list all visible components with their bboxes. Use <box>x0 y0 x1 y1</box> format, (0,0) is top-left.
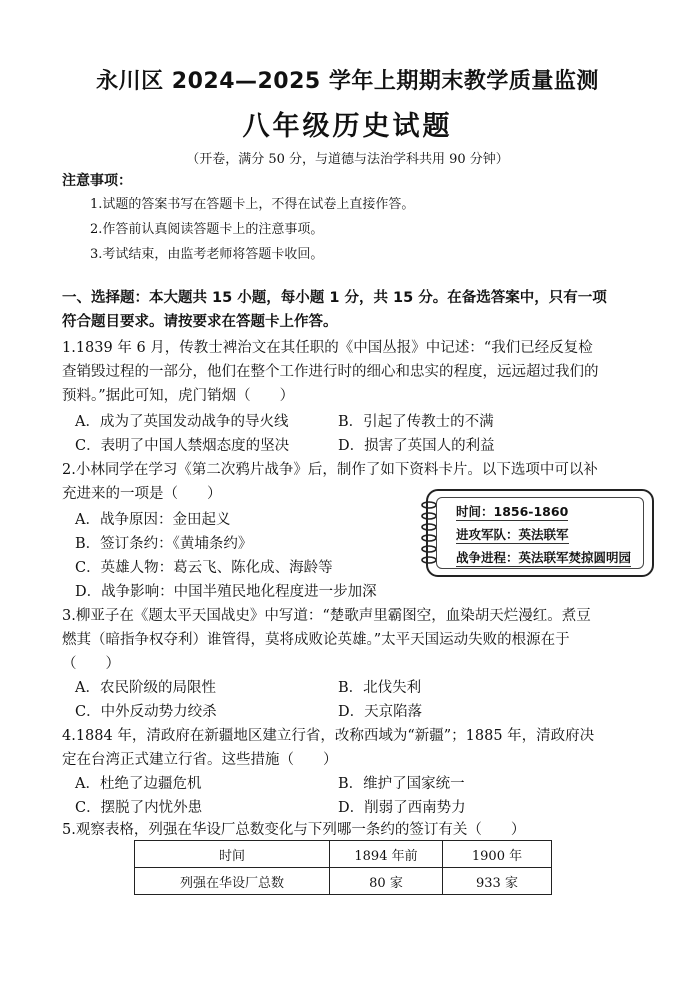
notice-item: 3.考试结束，由监考老师将答题卡收回。 <box>90 247 324 262</box>
q2-info-card <box>426 489 654 577</box>
table-header-cell: 1900 年 <box>443 841 552 868</box>
table-header-cell: 1894 年前 <box>330 841 443 868</box>
q4-stem: 4.1884 年，清政府在新疆地区建立行省，改称西域为“新疆”；1885 年，清政府决 <box>62 728 595 744</box>
q1-option-b: B．引起了传教士的不满 <box>338 414 494 430</box>
q4-stem: 定在台湾正式建立行省。这些措施（ ） <box>62 752 338 768</box>
notice-item: 1.试题的答案书写在答题卡上，不得在试卷上直接作答。 <box>90 197 415 212</box>
q4-option-a: A．杜绝了边疆危机 <box>75 776 202 792</box>
q3-option-a: A．农民阶级的局限性 <box>75 680 216 696</box>
table-row <box>135 868 552 895</box>
table-header-row <box>135 841 552 868</box>
exam-subtitle: （开卷，满分 50 分，与道德与法治学科共用 90 分钟） <box>186 152 509 167</box>
q4-option-c: C．摆脱了内忧外患 <box>75 800 203 816</box>
q3-option-b: B．北伐失利 <box>338 680 422 696</box>
q5-stem: 5.观察表格，列强在华设厂总数变化与下列哪一条约的签订有关（ ） <box>62 822 526 838</box>
q3-option-d: D．天京陷落 <box>338 704 423 720</box>
q2-option-b: B．签订条约：《黄埔条约》 <box>75 536 253 552</box>
q2-option-a: A．战争原因：金田起义 <box>75 512 231 528</box>
q5-table <box>134 840 552 895</box>
q3-option-c: C．中外反动势力绞杀 <box>75 704 217 720</box>
q1-option-a: A．成为了英国发动战争的导火线 <box>75 414 289 430</box>
table-cell: 列强在华设厂总数 <box>135 868 330 895</box>
exam-title: 永川区 2024—2025 学年上期期末教学质量监测 <box>96 69 599 94</box>
q4-option-b: B．维护了国家统一 <box>338 776 465 792</box>
card-army: 进攻军队：英法联军 <box>456 527 569 542</box>
section1-instructions: 一、选择题：本大题共 15 小题，每小题 1 分，共 15 分。在备选答案中，只有一项 <box>62 290 607 306</box>
table-header-cell: 时间 <box>135 841 330 868</box>
card-time: 时间：1856-1860 <box>456 504 569 519</box>
q1-stem: 预料。”据此可知，虎门销烟（ ） <box>62 388 295 404</box>
card-process: 战争进程：英法联军焚掠圆明园 <box>456 550 632 565</box>
q4-option-d: D．削弱了西南势力 <box>338 800 466 816</box>
notice-heading: 注意事项： <box>62 173 132 189</box>
q1-option-c: C．表明了中国人禁烟态度的坚决 <box>75 438 290 454</box>
q2-option-c: C．英雄人物：葛云飞、陈化成、海龄等 <box>75 560 333 576</box>
q3-stem: 3.柳亚子在《题太平天国战史》中写道：“楚歌声里霸图空，血染胡天烂漫红。煮豆 <box>62 608 591 624</box>
table-cell: 80 家 <box>330 868 443 895</box>
q3-stem: 燃萁（暗指争权夺利）谁管得，莫将成败论英雄。”太平天国运动失败的根源在于 <box>62 632 570 648</box>
q2-stem: 2.小林同学在学习《第二次鸦片战争》后，制作了如下资料卡片。以下选项中可以补 <box>62 462 598 478</box>
q1-stem: 1.1839 年 6 月，传教士裨治文在其任职的《中国丛报》中记述：“我们已经反复检 <box>62 340 593 356</box>
exam-subject-title: 八年级历史试题 <box>242 111 453 142</box>
q2-option-d: D．战争影响：中国半殖民地化程度进一步加深 <box>75 584 377 600</box>
q1-option-d: D．损害了英国人的利益 <box>338 438 495 454</box>
table-cell: 933 家 <box>443 868 552 895</box>
q3-stem: （ ） <box>62 656 120 672</box>
notice-item: 2.作答前认真阅读答题卡上的注意事项。 <box>90 222 324 237</box>
q1-stem: 查销毁过程的一部分，他们在整个工作进行时的细心和忠实的程度，远远超过我们的 <box>62 364 599 380</box>
q2-stem: 充进来的一项是（ ） <box>62 486 222 502</box>
section1-instructions: 符合题目要求。请按要求在答题卡上作答。 <box>62 314 338 330</box>
